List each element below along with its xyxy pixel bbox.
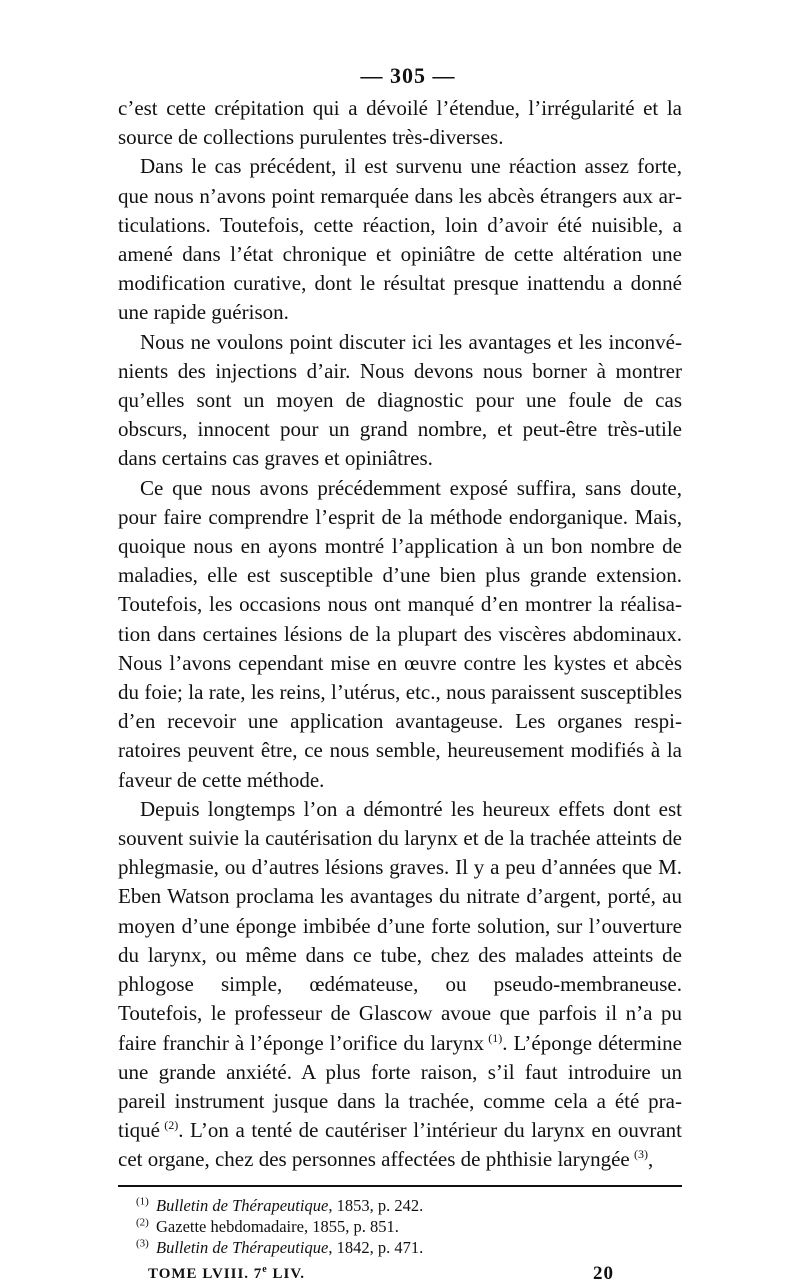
footnotes (118, 1195, 682, 1258)
footnote-3 (118, 1237, 682, 1258)
paragraph-5-part-a: Depuis longtemps l’on a démontré les heureux effets dont est souvent suivie la cautérisation du larynx et de la trachée atteints de phlegmasie, ou d’autres lésions graves. Il y a peu d’années que M. Eben Watson proclama les avantages du nitrate d’argent, porté, au moyen d’une éponge imbibée d’une forte solution, sur l’ouverture du larynx, ou même dans ce tube, chez des malades atteints de phlogose simple, œdémateuse, ou pseudo-membraneuse. Toutefois, le professeur de Glascow avoue que parfois il n’a pu faire franchir à l’éponge l’orifice du larynx (118, 796, 682, 1055)
paragraph-1: c’est cette crépitation qui a dévoilé l’étendue, l’irrégularité et la source de collections purulentes très-diverses. (118, 96, 682, 150)
footnote-1 (118, 1195, 682, 1216)
page-number: — 305 — (360, 63, 456, 88)
footnote-ref-1: (1) (488, 1030, 503, 1045)
footnote-1-title: Bulletin de Thérapeutique (156, 1195, 329, 1215)
footnote-ref-3: (3) (633, 1147, 648, 1162)
body-text (118, 94, 682, 1175)
footnote-3-mark: (3) (136, 1237, 149, 1250)
volume-signature (148, 1262, 305, 1286)
paragraph-5-part-b: . L’éponge détermine une grande anxiété. A plus forte raison, s’il faut introduire un pareil instrument jusque dans la trachée, comme cela a été pratiqué (118, 1030, 683, 1143)
footnote-3-rest: , 1842, p. 471. (328, 1237, 424, 1257)
signature-line (118, 1262, 682, 1286)
volume-signature-sup: e (262, 1263, 268, 1275)
paragraph-3: Nous ne voulons point discuter ici les avantages et les inconvénients des injections d’air. Nous devons nous borner à montrer qu’elles sont un moyen de diagnostic pour une foule de cas obscurs, innocent pour un grand nombre, et peut-être très-utile dans certains cas graves et opiniâtres. (118, 329, 682, 471)
document-page (118, 60, 682, 1286)
footnote-ref-2: (2) (164, 1118, 179, 1133)
volume-signature-main: TOME LVIII. 7 (148, 1265, 263, 1282)
footnote-2-rest: Gazette hebdomadaire, 1855, p. 851. (156, 1216, 399, 1236)
gathering-number: 20 (593, 1262, 614, 1284)
paragraph-5 (118, 795, 682, 1175)
footnote-1-rest: , 1853, p. 242. (328, 1195, 424, 1215)
paragraph-5-part-d: , (647, 1147, 654, 1172)
footnote-2 (118, 1216, 682, 1237)
paragraph-5-part-c: . L’on a tenté de cautériser l’intérieur du larynx en ouvrant cet organe, chez des personnes affectées de phthisie laryngée (118, 1118, 682, 1172)
paragraph-4: Ce que nous avons précédemment exposé suffira, sans doute, pour faire comprendre l’esprit de la méthode endorganique. Mais, quoique nous en ayons montré l’application à un bon nombre de maladies, elle est susceptible d’une bien plus grande extension. Toutefois, les occasions nous ont manqué d’en montrer la réalisation dans certaines lésions de la plupart des viscères abdominaux. Nous l’avons cependant mise en œuvre contre les kystes et abcès du foie; la rate, les reins, l’utérus, etc., nous paraissent susceptibles d’en recevoir une application avantageuse. Les organes respiratoires peuvent être, ce nous semble, heureusement modifiés à la faveur de cette méthode. (118, 475, 682, 792)
footnote-3-title: Bulletin de Thérapeutique (156, 1237, 329, 1257)
volume-signature-end: LIV. (267, 1265, 305, 1282)
footnote-2-mark: (2) (136, 1216, 149, 1229)
paragraph-2: Dans le cas précédent, il est survenu une réaction assez forte, que nous n’avons point remarquée dans les abcès étrangers aux articulations. Toutefois, cette réaction, loin d’avoir été nuisible, a amené dans l’état chronique et opiniâtre de cette altération une modification curative, dont le résultat presque inattendu a donné une rapide guérison. (118, 154, 682, 325)
footnote-1-mark: (1) (136, 1195, 149, 1208)
footnote-divider (118, 1185, 682, 1187)
